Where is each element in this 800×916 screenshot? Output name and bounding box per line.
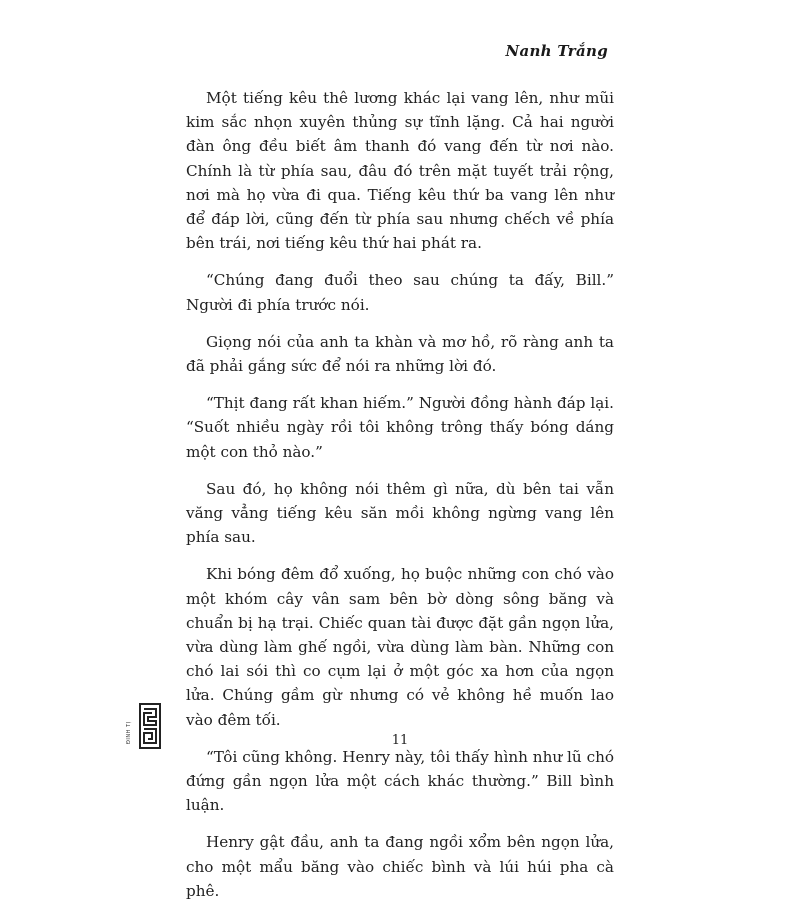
- paragraph: Một tiếng kêu thê lương khác lại vang lên, như mũi kim sắc nhọn xuyên thủng sự tĩnh lặng. Cả hai người đàn ông đều biết âm thanh đó vang đến từ nơi nào. Chính là từ phía sau, đâu đó trên mặt tuyết trải rộng, nơi mà họ vừa đi qua. Tiếng kêu thứ ba vang lên như để đáp lời, cũng đến từ phía sau nhưng chếch về phía bên trái, nơi tiếng kêu thứ hai phát ra.: [186, 89, 614, 253]
- paragraph: Giọng nói của anh ta khàn và mơ hồ, rõ ràng anh ta đã phải gắng sức để nói ra những lời đó.: [186, 332, 614, 376]
- page-number: 11: [391, 733, 409, 748]
- paragraph: “Tôi cũng không. Henry này, tôi thấy hình như lũ chó đứng gần ngọn lửa một cách khác thường.” Bill bình luận.: [186, 747, 614, 815]
- running-title: Nanh Trắng: [505, 42, 608, 60]
- publisher-logo-caption: ĐINH TỊ: [126, 721, 132, 744]
- paragraph: Sau đó, họ không nói thêm gì nữa, dù bên tai vẫn văng vẳng tiếng kêu săn mồi không ngừng vang lên phía sau.: [186, 479, 614, 547]
- paragraph: Khi bóng đêm đổ xuống, họ buộc những con chó vào một khóm cây vân sam bên bờ dòng sông băng và chuẩn bị hạ trại. Chiếc quan tài được đặt gần ngọn lửa, vừa dùng làm ghế ngồi, vừa dùng làm bàn. Những con chó lai sói thì co cụm lại ở một góc xa hơn của ngọn lửa. Chúng gầm gừ nhưng có vẻ không hề muốn lao vào đêm tối.: [186, 565, 614, 729]
- body-text: [186, 86, 614, 916]
- paragraph: “Thịt đang rất khan hiếm.” Người đồng hành đáp lại. “Suốt nhiều ngày rồi tôi không trông thấy bóng dáng một con thỏ nào.”: [186, 394, 614, 461]
- paragraph: Henry gật đầu, anh ta đang ngồi xổm bên ngọn lửa, cho một mẩu băng vào chiếc bình và lúi húi pha cà phê.: [186, 833, 614, 900]
- paragraph: “Chúng đang đuổi theo sau chúng ta đấy, Bill.” Người đi phía trước nói.: [186, 271, 614, 314]
